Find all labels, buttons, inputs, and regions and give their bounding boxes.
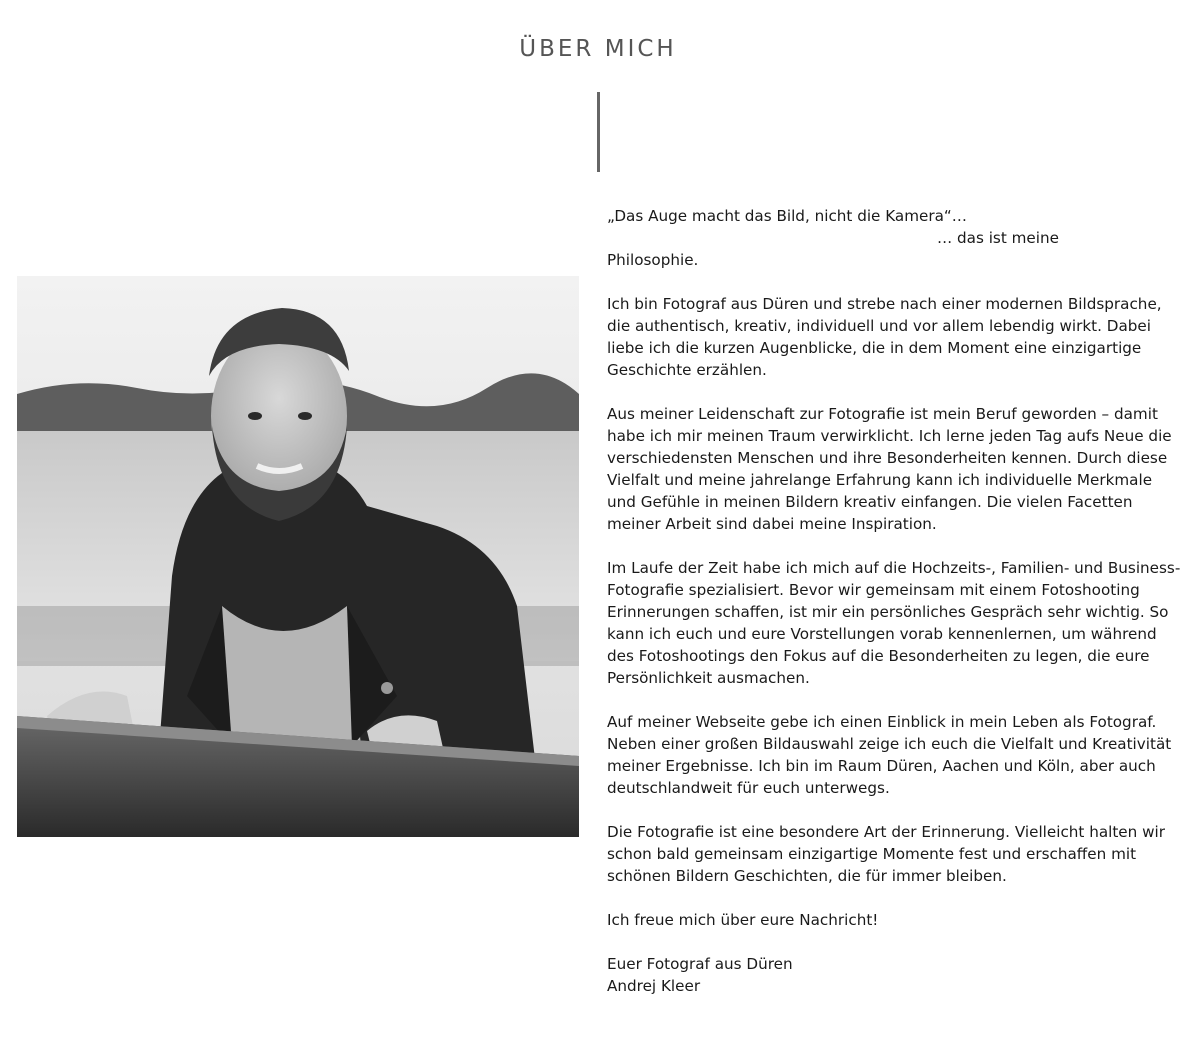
paragraph-6: Ich freue mich über eure Nachricht!	[607, 911, 879, 929]
signature-line-1: Euer Fotograf aus Düren	[607, 955, 793, 973]
about-text	[607, 205, 1182, 1019]
vertical-divider	[597, 92, 600, 172]
page-title: ÜBER MICH	[519, 36, 677, 62]
paragraph-2: Aus meiner Leidenschaft zur Fotografie ist mein Beruf geworden – damit habe ich mir meinen Traum verwirklicht. Ich lerne jeden Tag aufs Neue die verschiedensten Menschen und ihre Besonderheiten kennen. Durch diese Vielfalt und meine jahrelange Erfahrung kann ich individuelle Merkmale und Gefühle in meinen Bildern kreativ einfangen. Die vielen Facetten meiner Arbeit sind dabei meine Inspiration.	[607, 405, 1172, 533]
paragraph-4: Auf meiner Webseite gebe ich einen Einblick in mein Leben als Fotograf. Neben einer großen Bildauswahl zeige ich euch die Vielfalt und Kreativität meiner Ergebnisse. Ich bin im Raum Düren, Aachen und Köln, aber auch deutschlandweit für euch unterwegs.	[607, 713, 1172, 797]
intro-continuation: … das ist meine	[937, 229, 1059, 247]
portrait-photo	[17, 276, 579, 837]
intro-last: Philosophie.	[607, 251, 699, 269]
paragraph-1: Ich bin Fotograf aus Düren und strebe nach einer modernen Bildsprache, die authentisch, kreativ, individuell und vor allem lebendig wirkt. Dabei liebe ich die kurzen Augenblicke, die in dem Moment eine einzigartige Geschichte erzählen.	[607, 295, 1162, 379]
paragraph-5: Die Fotografie ist eine besondere Art der Erinnerung. Vielleicht halten wir schon bald gemeinsam einzigartige Momente fest und erschaffen mit schönen Bildern Geschichten, die für immer bleiben.	[607, 823, 1165, 885]
intro-quote: „Das Auge macht das Bild, nicht die Kamera“…	[607, 207, 967, 225]
signature-name: Andrej Kleer	[607, 977, 701, 995]
paragraph-3: Im Laufe der Zeit habe ich mich auf die Hochzeits-, Familien- und Business-Fotografie spezialisiert. Bevor wir gemeinsam mit einem Fotoshooting Erinnerungen schaffen, ist mir ein persönliches Gespräch sehr wichtig. So kann ich euch und eure Vorstellungen vorab kennenlernen, um während des Fotoshootings den Fokus auf die Besonderheiten zu legen, die eure Persönlichkeit ausmachen.	[607, 559, 1181, 687]
intro-paragraph	[607, 205, 1182, 271]
signature	[607, 953, 1182, 997]
